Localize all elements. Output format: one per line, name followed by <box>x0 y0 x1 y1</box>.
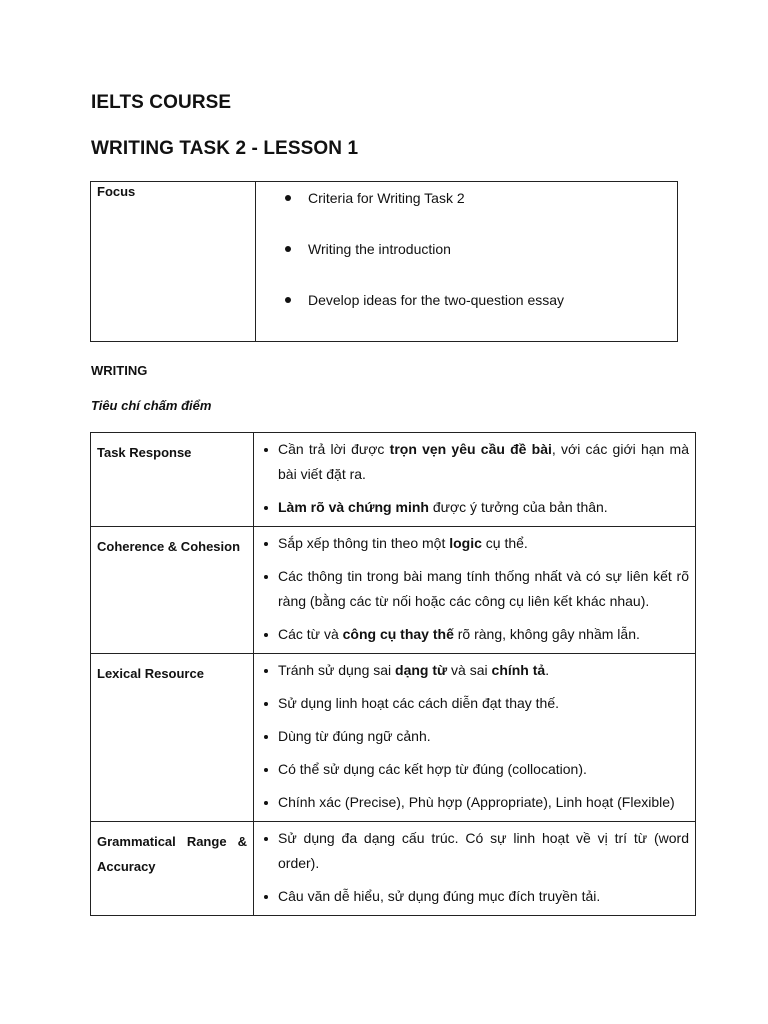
list-item <box>260 437 689 487</box>
writing-heading: WRITING <box>91 363 148 378</box>
criterion-content <box>254 433 696 527</box>
focus-item: Writing the introduction <box>284 239 677 290</box>
criterion-label: Grammatical Range & Accuracy <box>91 822 254 916</box>
criterion-list <box>260 437 689 520</box>
list-item <box>260 658 689 683</box>
criteria-heading: Tiêu chí chấm điểm <box>91 398 212 413</box>
item-text: Sử dụng linh hoạt các cách diễn đạt thay thế. <box>278 695 560 711</box>
table-row <box>91 654 696 822</box>
criterion-content <box>254 822 696 916</box>
item-emphasis: công cụ thay thế <box>342 626 454 642</box>
item-emphasis: chính tả <box>491 662 546 678</box>
focus-row <box>91 182 678 342</box>
item-text: Các thông tin trong bài mang tính thống nhất và có sự liên kết rõ ràng (bằng các từ nối hoặc các công cụ liên kết khác nhau). <box>278 568 689 609</box>
item-text: Tránh sử dụng sai <box>278 662 396 678</box>
item-text: và sai <box>447 662 492 678</box>
course-title: IELTS COURSE <box>91 92 232 113</box>
item-emphasis: logic <box>449 535 482 551</box>
list-item <box>260 724 689 749</box>
list-item <box>260 826 689 876</box>
table-row <box>91 822 696 916</box>
item-text: . <box>545 662 550 678</box>
item-emphasis: dạng từ <box>395 662 448 678</box>
criterion-list <box>260 658 689 815</box>
item-text: được ý tưởng của bản thân. <box>428 499 608 515</box>
criterion-content <box>254 654 696 822</box>
item-text: cụ thể. <box>481 535 528 551</box>
item-emphasis: Làm rõ và chứng minh <box>278 499 429 515</box>
criteria-table <box>90 432 696 916</box>
list-item <box>260 622 689 647</box>
criterion-list <box>260 826 689 909</box>
list-item <box>260 691 689 716</box>
table-row <box>91 527 696 654</box>
item-text: , với các giới hạn mà bài viết đặt ra. <box>278 441 689 482</box>
list-item <box>260 757 689 782</box>
item-text: Dùng từ đúng ngữ cảnh. <box>278 728 431 744</box>
focus-content <box>256 182 678 342</box>
list-item <box>260 564 689 614</box>
list-item <box>260 495 689 520</box>
criterion-label: Lexical Resource <box>91 654 254 822</box>
list-item <box>260 531 689 556</box>
focus-item: Criteria for Writing Task 2 <box>284 188 677 239</box>
item-text: rõ ràng, không gây nhầm lẫn. <box>453 626 640 642</box>
item-text: Chính xác (Precise), Phù hợp (Appropriate), Linh hoạt (Flexible) <box>278 794 675 810</box>
focus-list <box>256 182 677 341</box>
item-text: Các từ và <box>278 626 343 642</box>
focus-table <box>90 181 678 342</box>
item-text: Sắp xếp thông tin theo một <box>278 535 450 551</box>
lesson-title: WRITING TASK 2 - LESSON 1 <box>91 138 359 159</box>
criterion-label: Task Response <box>91 433 254 527</box>
criterion-list <box>260 531 689 647</box>
item-text: Câu văn dễ hiểu, sử dụng đúng mục đích truyền tải. <box>278 888 601 904</box>
focus-item: Develop ideas for the two-question essay <box>284 290 677 341</box>
focus-label: Focus <box>91 182 256 342</box>
list-item <box>260 884 689 909</box>
list-item <box>260 790 689 815</box>
table-row <box>91 433 696 527</box>
criterion-label: Coherence & Cohesion <box>91 527 254 654</box>
item-emphasis: trọn vẹn yêu cầu đề bài <box>389 441 552 457</box>
item-text: Cần trả lời được <box>278 441 390 457</box>
criterion-content <box>254 527 696 654</box>
item-text: Sử dụng đa dạng cấu trúc. Có sự linh hoạt về vị trí từ (word order). <box>278 830 689 871</box>
item-text: Có thể sử dụng các kết hợp từ đúng (collocation). <box>278 761 587 777</box>
